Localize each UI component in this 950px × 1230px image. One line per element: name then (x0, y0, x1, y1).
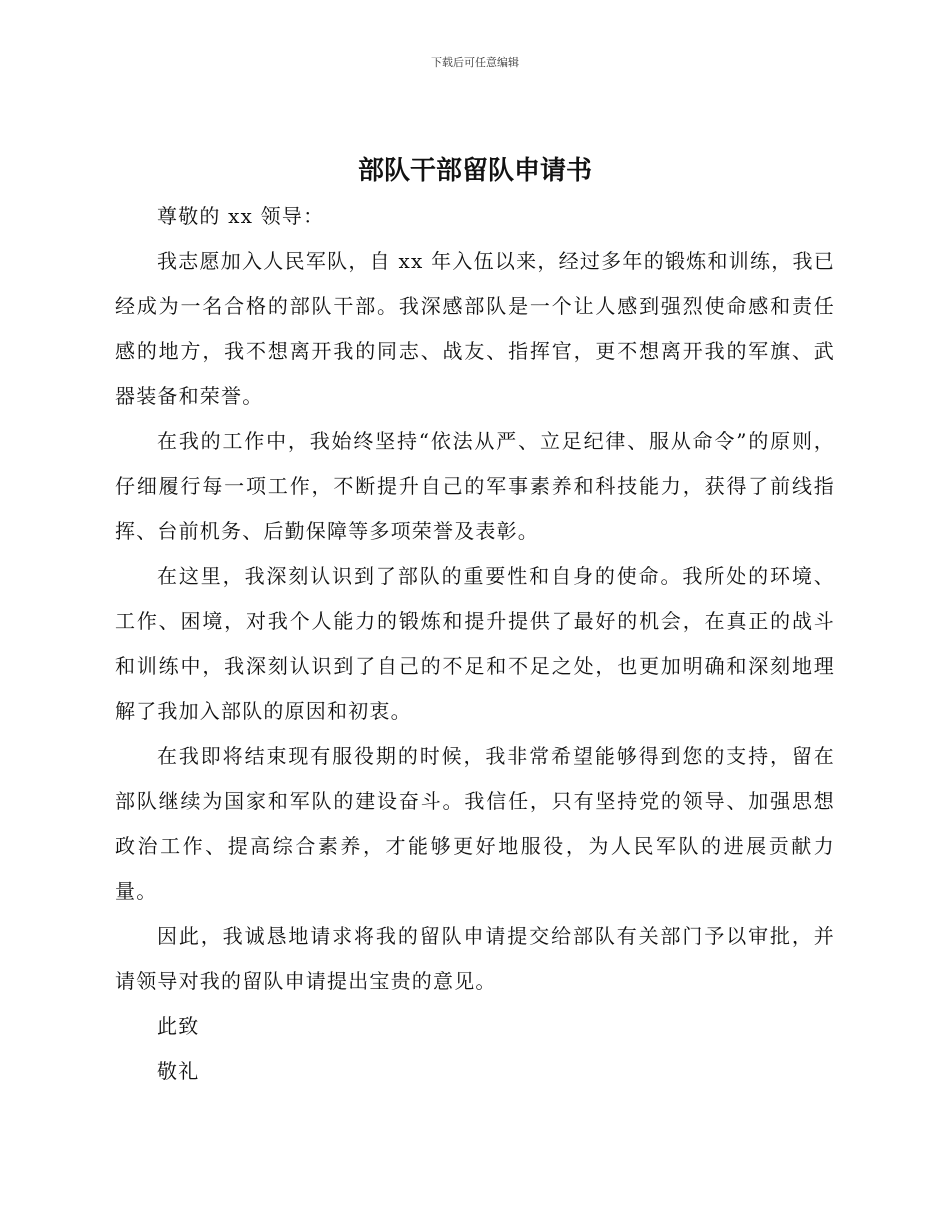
body-paragraph: 因此，我诚恳地请求将我的留队申请提交给部队有关部门予以审批，并请领导对我的留队申请提出宝贵的意见。 (115, 924, 835, 993)
body-paragraph: 在这里，我深刻认识到了部队的重要性和自身的使命。我所处的环境、工作、困境，对我个人能力的锻炼和提升提供了最好的机会，在真正的战斗和训练中，我深刻认识到了自己的不足和不足之处，也更加明确和深刻地理解了我加入部队的原因和初衷。 (115, 564, 835, 723)
closing-line: 敬礼 (157, 1059, 200, 1083)
body-paragraph: 我志愿加入人民军队，自 xx 年入伍以来，经过多年的锻炼和训练，我已经成为一名合格的部队干部。我深感部队是一个让人感到强烈使命感和责任感的地方，我不想离开我的同志、战友、指挥官，更不想离开我的军旗、武器装备和荣誉。 (115, 249, 835, 408)
salutation: 尊敬的 xx 领导： (157, 204, 325, 228)
body-paragraph: 在我即将结束现有服役期的时候，我非常希望能够得到您的支持，留在部队继续为国家和军队的建设奋斗。我信任，只有坚持党的领导、加强思想政治工作、提高综合素养，才能够更好地服役，为人民军队的进展贡献力量。 (115, 744, 835, 903)
page-header: 下载后可任意编辑 (431, 56, 519, 69)
document-title: 部队干部留队申请书 (357, 156, 592, 186)
body-paragraph: 在我的工作中，我始终坚持“依法从严、立足纪律、服从命令”的原则，仔细履行每一项工作，不断提升自己的军事素养和科技能力，获得了前线指挥、台前机务、后勤保障等多项荣誉及表彰。 (115, 429, 835, 543)
closing-line: 此致 (157, 1014, 200, 1038)
document-body (115, 194, 835, 1094)
